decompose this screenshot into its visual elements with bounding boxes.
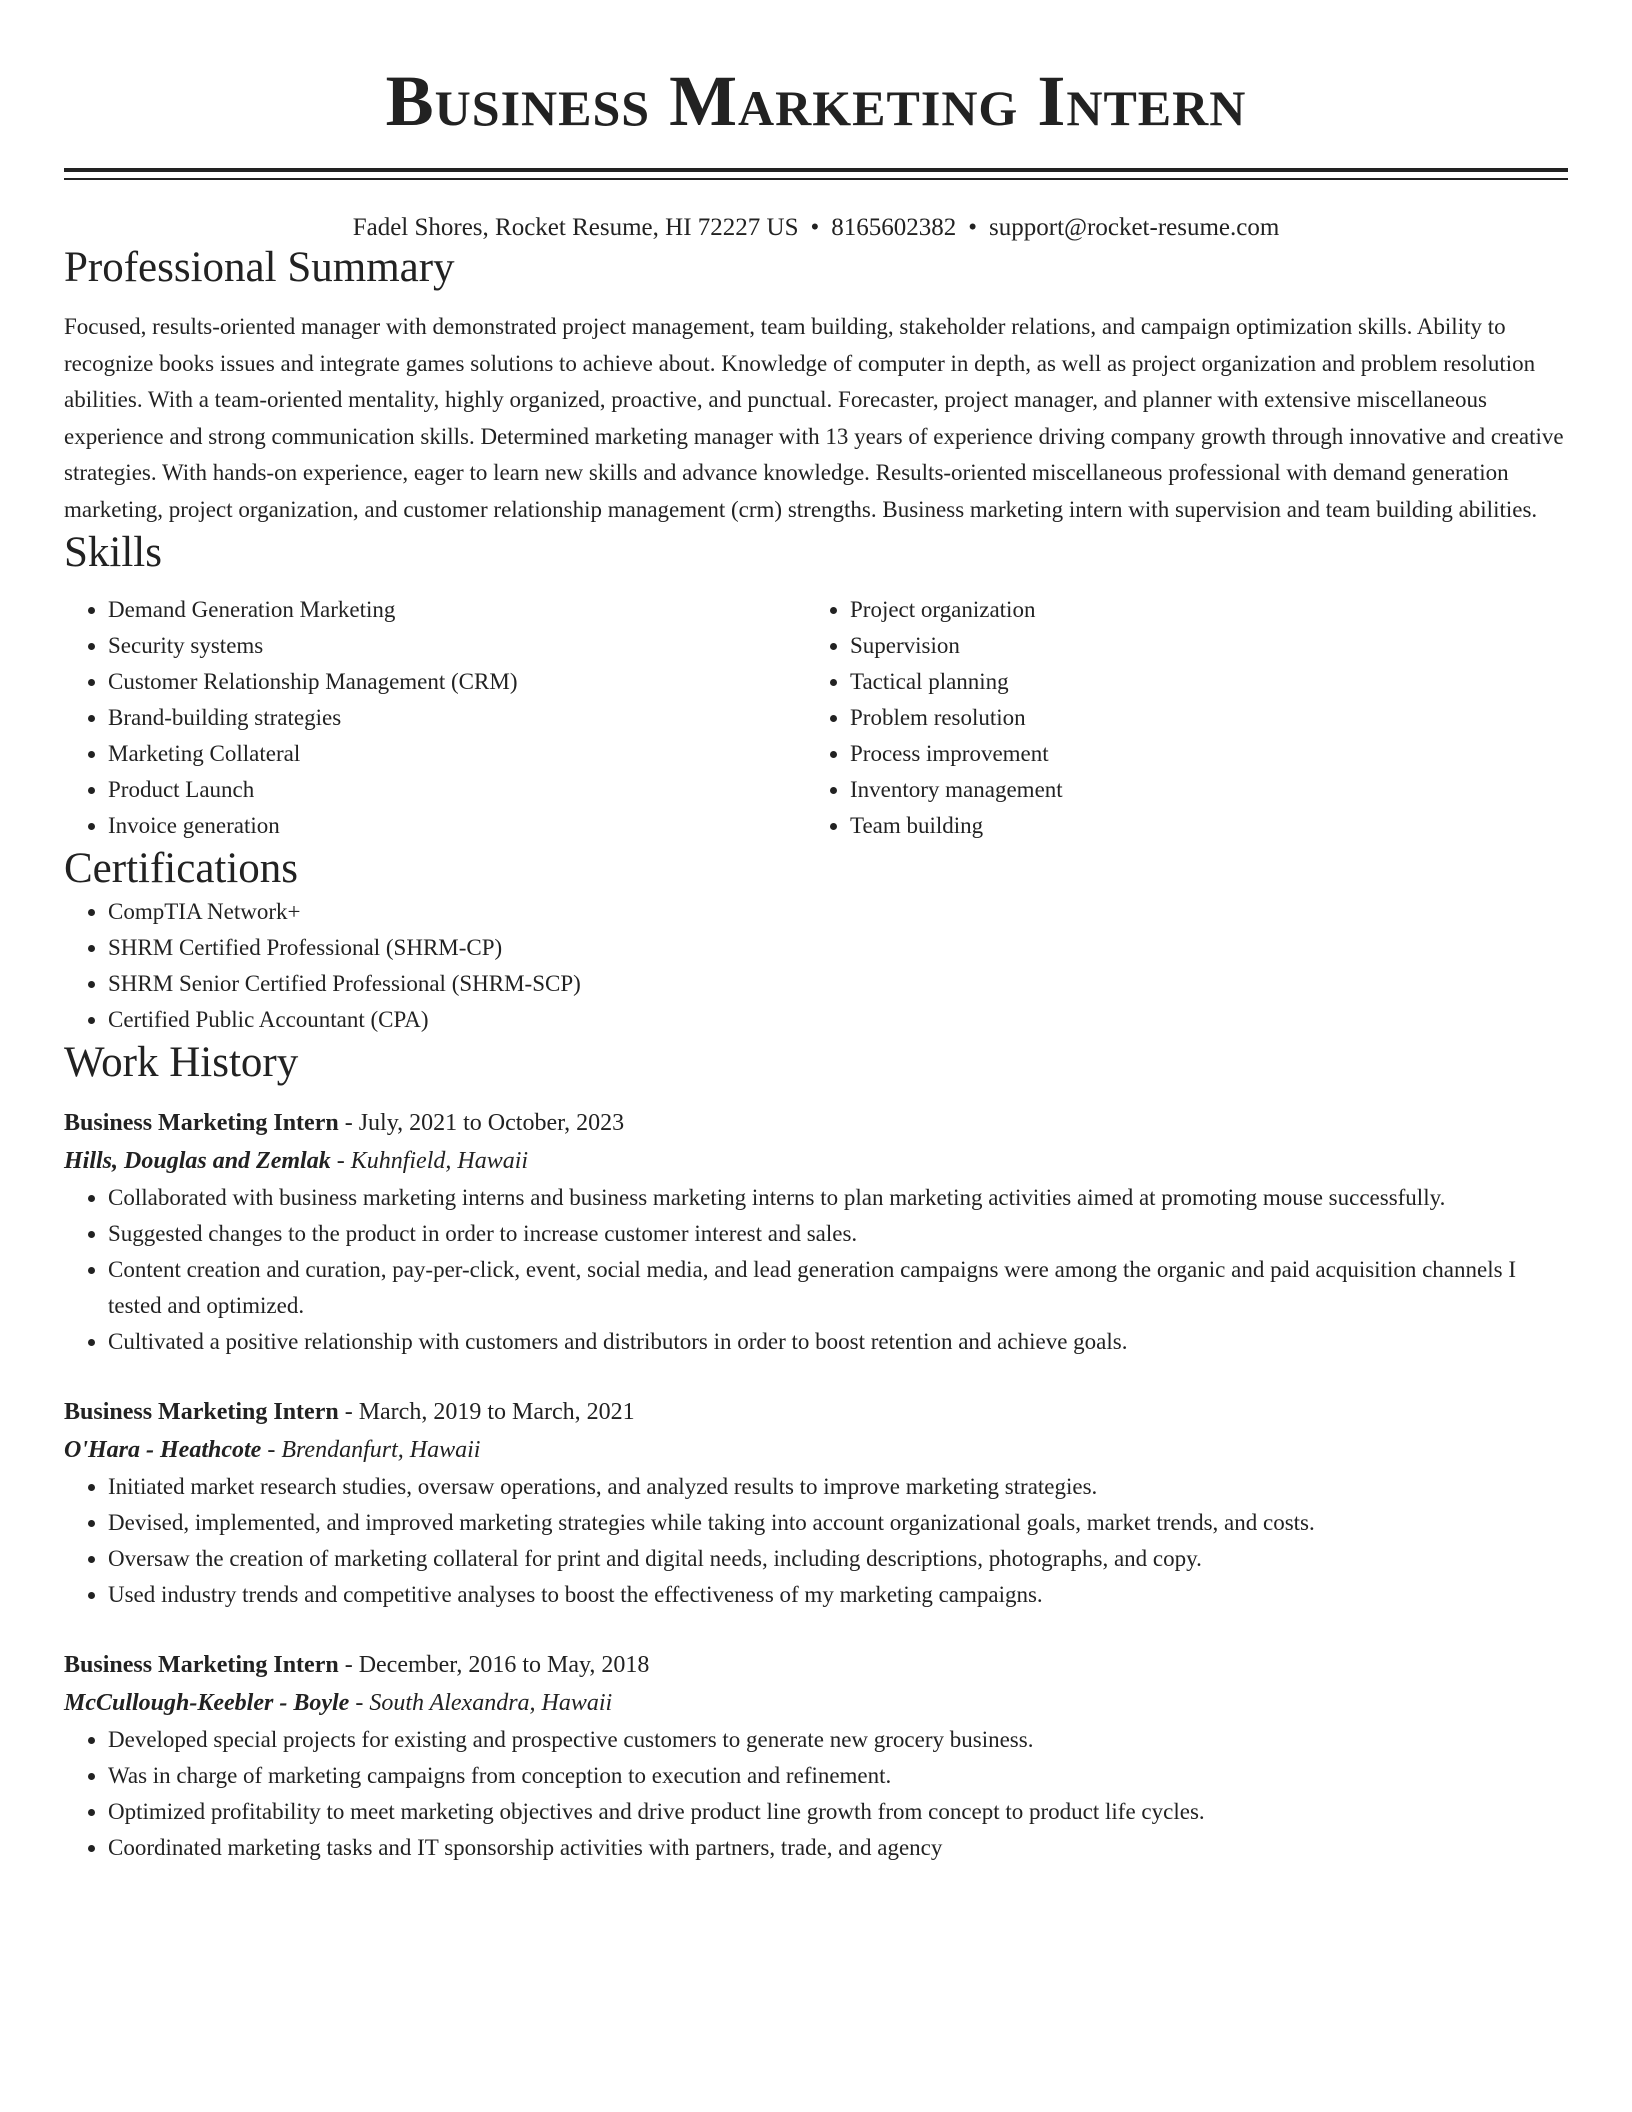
job-location: South Alexandra, Hawaii [369,1690,613,1716]
summary-text: Focused, results-oriented manager with demonstrated project management, team building, stakeholder relations, and campaign optimization skills. Ability to recognize books issues and integrate games solutions to achieve about. Knowledge of computer in depth, as well as project organization and problem resolution abilities. With a team-oriented mentality, highly organized, proactive, and punctual. Forecaster, project manager, and planner with extensive miscellaneous experience and strong communication skills. Determined marketing manager with 13 years of experience driving company growth through innovative and creative strategies. With hands-on experience, eager to learn new skills and advance knowledge. Results-oriented miscellaneous professional with demand generation marketing, project organization, and customer relationship management (crm) strengths. Business marketing intern with supervision and team building abilities. [64,314,1564,522]
job-entry [64,1104,1568,1360]
title-divider-thick [64,168,1568,172]
summary-heading: Professional Summary [64,244,455,291]
job-duties-list [64,1722,1568,1866]
contact-address: Fadel Shores, Rocket Resume, HI 72227 US [352,214,799,241]
skills-list-right [806,592,1548,844]
job-company-line [64,1684,1568,1722]
certifications-heading: Certifications [64,845,299,892]
contact-separator: • [810,214,820,241]
job-dash: - [338,1110,359,1136]
job-duty: • Devised, implemented, and improved marketing strategies while taking into account organizational goals, market trends, and costs. [108,1505,1568,1541]
job-dash: - [338,1399,359,1425]
skill-item: • Product Launch [108,772,806,808]
job-title-line [64,1646,1568,1684]
certification-item: • CompTIA Network+ [108,894,1568,930]
skill-item: • Inventory management [850,772,1548,808]
skills-columns [64,592,1568,844]
skill-item: • Supervision [850,628,1548,664]
job-duty: • Cultivated a positive relationship with customers and distributors in order to boost retention and achieve goals. [108,1324,1568,1360]
job-duty: • Collaborated with business marketing interns and business marketing interns to plan marketing activities aimed at promoting mouse successfully. [108,1180,1568,1216]
skill-item: • Demand Generation Marketing [108,592,806,628]
skill-item: • Tactical planning [850,664,1548,700]
job-company-line [64,1431,1568,1469]
job-company: O'Hara - Heathcote [64,1437,262,1463]
job-dash: - [349,1690,370,1716]
job-location: Brendanfurt, Hawaii [281,1437,481,1463]
certification-item: • SHRM Certified Professional (SHRM-CP) [108,930,1568,966]
job-duty: • Initiated market research studies, oversaw operations, and analyzed results to improve marketing strategies. [108,1469,1568,1505]
job-duty: • Coordinated marketing tasks and IT sponsorship activities with partners, trade, and agency [108,1830,1568,1866]
job-title-line [64,1104,1568,1142]
resume-page [64,0,1568,1866]
skill-item: • Customer Relationship Management (CRM) [108,664,806,700]
contact-phone: 8165602382 [831,214,957,241]
skill-item: • Invoice generation [108,808,806,844]
certification-item: • Certified Public Accountant (CPA) [108,1002,1568,1038]
contact-separator: • [968,214,978,241]
skill-item: • Problem resolution [850,700,1548,736]
skill-item: • Project organization [850,592,1548,628]
skills-column-left [64,592,806,844]
job-duties-list [64,1469,1568,1613]
skill-item: • Team building [850,808,1548,844]
job-duty: • Content creation and curation, pay-per-click, event, social media, and lead generation campaigns were among the organic and paid acquisition channels I tested and optimized. [108,1252,1568,1324]
job-title-line [64,1393,1568,1431]
job-dates: December, 2016 to May, 2018 [358,1652,650,1678]
job-entry [64,1393,1568,1613]
job-location: Kuhnfield, Hawaii [350,1148,529,1174]
job-role: Business Marketing Intern [64,1652,339,1678]
job-dash: - [330,1148,351,1174]
job-company: Hills, Douglas and Zemlak [64,1148,331,1174]
job-role: Business Marketing Intern [64,1110,339,1136]
job-dates: July, 2021 to October, 2023 [358,1110,625,1136]
job-duties-list [64,1180,1568,1360]
job-company: McCullough-Keebler - Boyle [64,1690,350,1716]
job-dash: - [338,1652,359,1678]
certifications-list [64,894,1568,1038]
skill-item: • Brand-building strategies [108,700,806,736]
contact-email: support@rocket-resume.com [989,214,1280,241]
job-duty: • Suggested changes to the product in order to increase customer interest and sales. [108,1216,1568,1252]
job-duty: • Was in charge of marketing campaigns from conception to execution and refinement. [108,1758,1568,1794]
job-duty: • Developed special projects for existing and prospective customers to generate new grocery business. [108,1722,1568,1758]
certification-item: • SHRM Senior Certified Professional (SHRM-SCP) [108,966,1568,1002]
job-duty: • Used industry trends and competitive analyses to boost the effectiveness of my marketing campaigns. [108,1577,1568,1613]
job-duty: • Oversaw the creation of marketing collateral for print and digital needs, including descriptions, photographs, and copy. [108,1541,1568,1577]
skills-column-right [806,592,1548,844]
job-dash: - [261,1437,282,1463]
title-divider-thin [64,178,1568,180]
contact-line [64,213,1568,243]
job-company-line [64,1142,1568,1180]
job-dates: March, 2019 to March, 2021 [358,1399,635,1425]
job-entry [64,1646,1568,1866]
skill-item: • Security systems [108,628,806,664]
skills-heading: Skills [64,529,162,576]
job-duty: • Optimized profitability to meet marketing objectives and drive product line growth from concept to product life cycles. [108,1794,1568,1830]
job-role: Business Marketing Intern [64,1399,339,1425]
skills-list-left [64,592,806,844]
skill-item: • Marketing Collateral [108,736,806,772]
skill-item: • Process improvement [850,736,1548,772]
resume-title: Business Marketing Intern [385,61,1247,141]
work-history-heading: Work History [64,1039,299,1086]
